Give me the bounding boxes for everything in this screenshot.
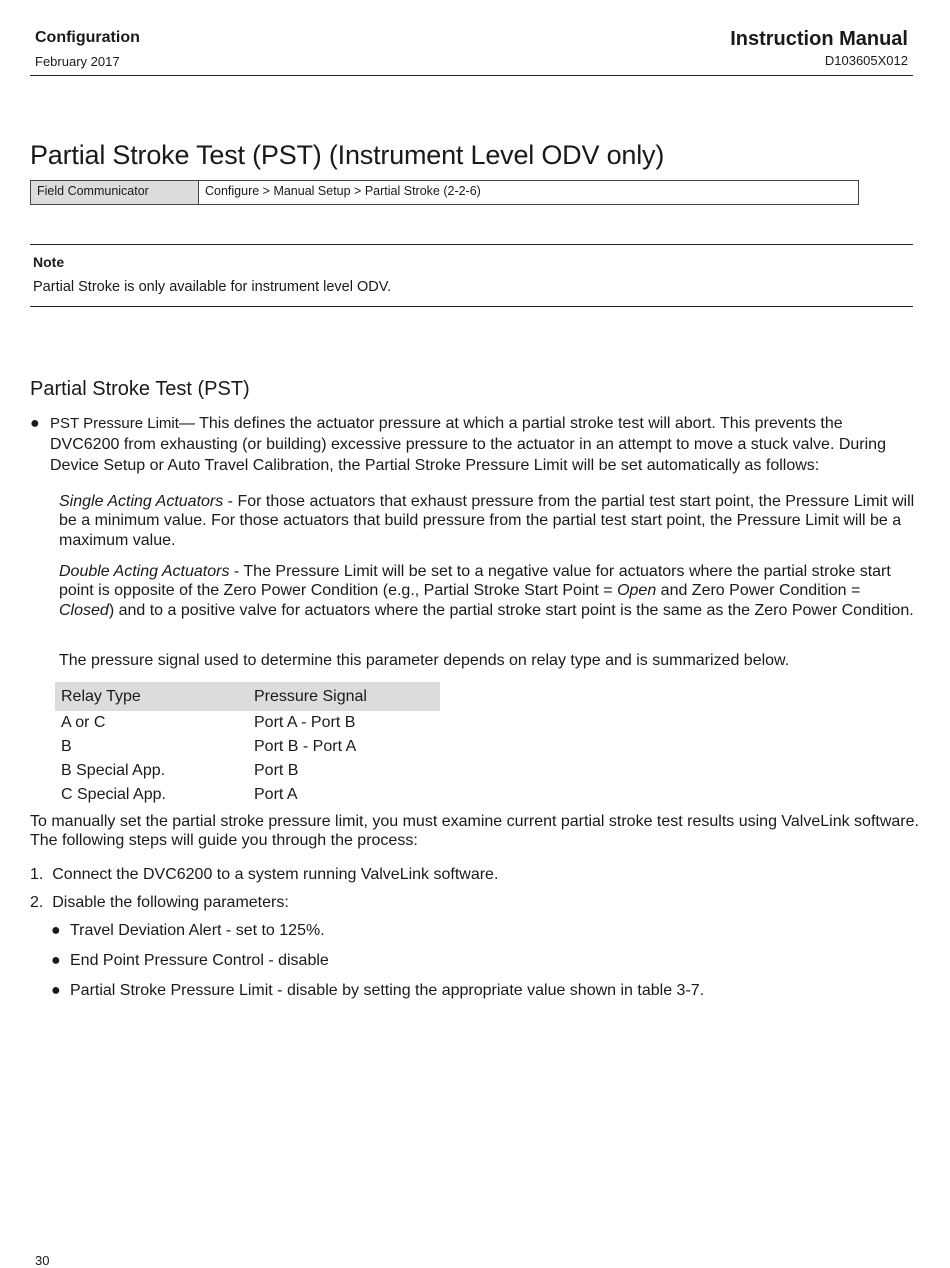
relay-type-table <box>55 682 440 807</box>
header-section-title: Configuration <box>35 29 140 46</box>
pst-pressure-limit-bullet <box>30 413 915 476</box>
table-cell-pressure-signal: Port A <box>254 786 298 803</box>
table-cell-pressure-signal: Port B - Port A <box>254 738 357 755</box>
note-box <box>30 244 913 307</box>
header-doc-number: D103605X012 <box>824 53 908 68</box>
table-cell-relay-type: A or C <box>61 714 106 731</box>
table-row <box>55 735 440 759</box>
step-number: 2. <box>30 894 44 911</box>
double-acting-text-3: ) and to a positive valve for actuators where the partial stroke start point is the same as the Zero Power Condition. <box>108 601 914 619</box>
double-acting-text-1: - The Pressure Limit will be set to a negative value for actuators where the partial stroke start point is opposite of the Zero Power Condition (e.g., Partial Stroke Start Point = <box>59 563 891 600</box>
single-acting-paragraph <box>59 492 919 550</box>
page-number: 30 <box>35 1253 50 1268</box>
table-row <box>55 783 440 807</box>
table-cell-pressure-signal: Port A - Port B <box>254 714 356 731</box>
menu-path-value: Configure > Manual Setup > Partial Stroke (2-2-6) <box>205 184 481 198</box>
table-row <box>55 711 440 735</box>
sub-bullet-text: End Point Pressure Control - disable <box>70 952 329 969</box>
table-cell-relay-type: C Special App. <box>61 786 166 803</box>
signal-intro-paragraph: The pressure signal used to determine this parameter depends on relay type and is summarized below. <box>59 652 790 669</box>
section-title: Partial Stroke Test (PST) <box>30 378 250 400</box>
table-cell-relay-type: B Special App. <box>61 762 166 779</box>
bullet-text: — This defines the actuator pressure at which a partial stroke test will abort. This prevents the DVC6200 from exhausting (or building) excessive pressure to the actuator in an attempt to move a stuck valve. During Device Setup or Auto Travel Calibration, the Partial Stroke Pressure Limit will be set automatically as follows: <box>50 415 886 474</box>
manual-intro-paragraph: To manually set the partial stroke pressure limit, you must examine current partial stroke test results using ValveLink software. The following steps will guide you through the process: <box>30 813 919 850</box>
double-acting-paragraph <box>59 562 919 620</box>
step-text: Disable the following parameters: <box>52 894 289 911</box>
bullet-icon: ● <box>51 922 61 939</box>
sub-bullet-end-point <box>51 950 911 971</box>
bullet-icon: ● <box>30 415 40 432</box>
header-date: February 2017 <box>35 54 120 69</box>
sub-bullet-text: Partial Stroke Pressure Limit - disable by setting the appropriate value shown in table 3-7. <box>70 982 705 999</box>
sub-bullet-pressure-limit <box>51 980 911 1001</box>
double-acting-open: Open <box>617 582 657 600</box>
table-cell-relay-type: B <box>61 738 72 755</box>
double-acting-closed: Closed <box>59 601 109 619</box>
step-number: 1. <box>30 866 44 883</box>
header-manual-title: Instruction Manual <box>730 28 908 50</box>
table-header-relay-type: Relay Type <box>55 682 248 711</box>
table-row <box>55 759 440 783</box>
double-acting-text-2: and Zero Power Condition = <box>656 582 861 600</box>
step-text: Connect the DVC6200 to a system running ValveLink software. <box>52 866 499 883</box>
bullet-term: PST Pressure Limit <box>50 415 179 432</box>
header-rule <box>30 75 913 76</box>
table-cell-pressure-signal: Port B <box>254 762 299 779</box>
single-acting-term: Single Acting Actuators <box>59 493 224 510</box>
note-text: Partial Stroke is only available for instrument level ODV. <box>33 279 392 295</box>
note-title: Note <box>33 254 65 270</box>
sub-bullet-travel-deviation <box>51 920 911 941</box>
table-header-row <box>55 682 440 711</box>
sub-bullet-text: Travel Deviation Alert - set to 125%. <box>70 922 325 939</box>
step-2 <box>30 892 910 913</box>
menu-path-table <box>30 180 859 205</box>
table-header-pressure-signal: Pressure Signal <box>248 682 440 711</box>
page-title: Partial Stroke Test (PST) (Instrument Level ODV only) <box>30 140 665 170</box>
menu-path-label: Field Communicator <box>31 181 199 204</box>
bullet-icon: ● <box>51 982 61 999</box>
double-acting-term: Double Acting Actuators <box>59 563 230 580</box>
bullet-icon: ● <box>51 952 61 969</box>
single-acting-text: - For those actuators that exhaust pressure from the partial test start point, the Pressure Limit will be a minimum value. For those actuators that build pressure from the partial test start point, the Pressure Limit will be a maximum value. <box>59 493 915 549</box>
step-1 <box>30 864 910 885</box>
